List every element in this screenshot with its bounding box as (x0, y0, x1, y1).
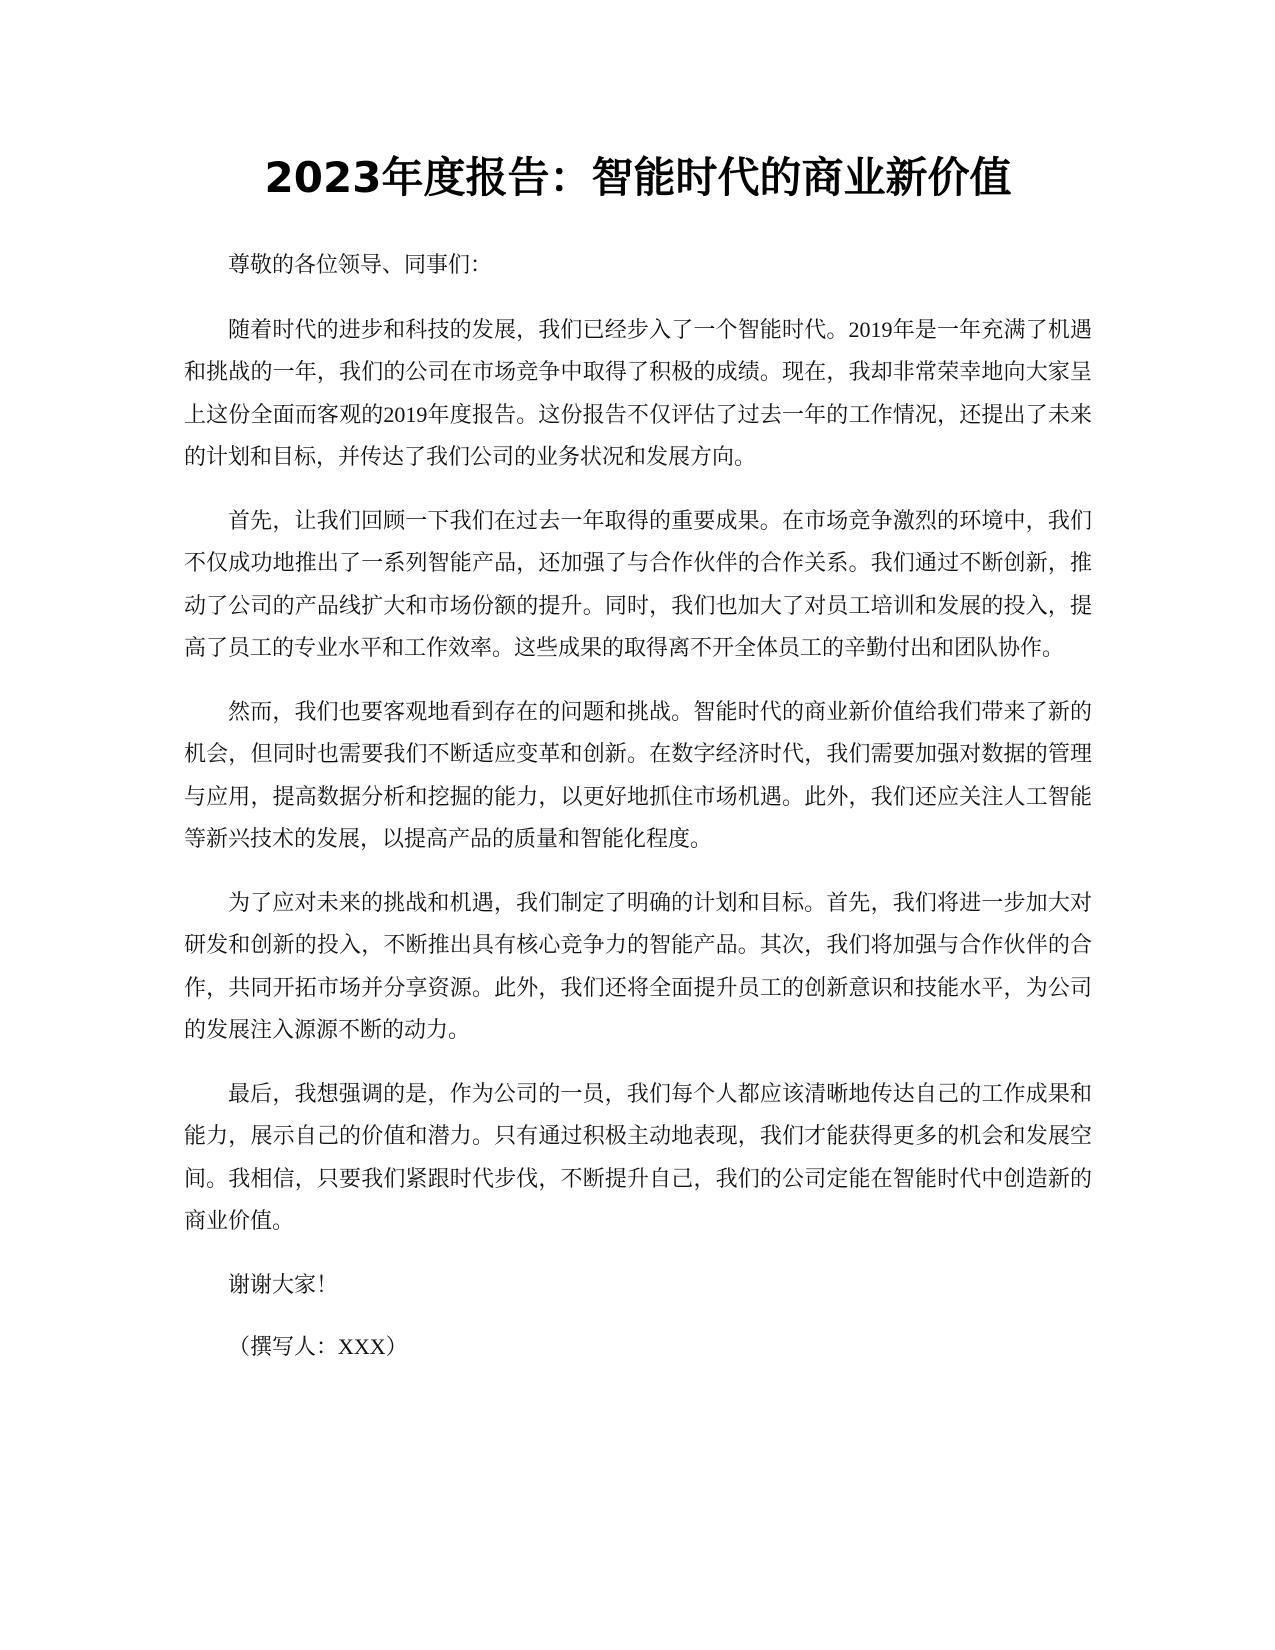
paragraph-conclusion: 最后，我想强调的是，作为公司的一员，我们每个人都应该清晰地传达自己的工作成果和能力，展示自己的价值和潜力。只有通过积极主动地表现，我们才能获得更多的机会和发展空间。我相信，只要我们紧跟时代步伐，不断提升自己，我们的公司定能在智能时代中创造新的商业价值。 (184, 1080, 1092, 1233)
document-title: 2023年度报告：智能时代的商业新价值 (264, 153, 1012, 202)
document-page (184, 0, 1092, 1650)
document-body (184, 244, 1092, 1369)
closing-thanks: 谢谢大家！ (228, 1271, 339, 1297)
author-line: （撰写人：XXX） (228, 1334, 408, 1359)
paragraph-challenges: 然而，我们也要客观地看到存在的问题和挑战。智能时代的商业新价值给我们带来了新的机会，但同时也需要我们不断适应变革和创新。在数字经济时代，我们需要加强对数据的管理与应用，提高数据分析和挖掘的能力，以更好地抓住市场机遇。此外，我们还应关注人工智能等新兴技术的发展，以提高产品的质量和智能化程度。 (184, 698, 1092, 851)
salutation: 尊敬的各位领导、同事们： (228, 252, 493, 277)
paragraph-plans: 为了应对未来的挑战和机遇，我们制定了明确的计划和目标。首先，我们将进一步加大对研发和创新的投入，不断推出具有核心竞争力的智能产品。其次，我们将加强与合作伙伴的合作，共同开拓市场并分享资源。此外，我们还将全面提升员工的创新意识和技能水平，为公司的发展注入源源不断的动力。 (184, 889, 1092, 1042)
paragraph-achievements: 首先，让我们回顾一下我们在过去一年取得的重要成果。在市场竞争激烈的环境中，我们不仅成功地推出了一系列智能产品，还加强了与合作伙伴的合作关系。我们通过不断创新，推动了公司的产品线扩大和市场份额的提升。同时，我们也加大了对员工培训和发展的投入，提高了员工的专业水平和工作效率。这些成果的取得离不开全体员工的辛勤付出和团队协作。 (184, 507, 1092, 660)
paragraph-intro: 随着时代的进步和科技的发展，我们已经步入了一个智能时代。2019年是一年充满了机遇和挑战的一年，我们的公司在市场竞争中取得了积极的成绩。现在，我却非常荣幸地向大家呈上这份全面而客观的2019年度报告。这份报告不仅评估了过去一年的工作情况，还提出了未来的计划和目标，并传达了我们公司的业务状况和发展方向。 (184, 316, 1092, 469)
